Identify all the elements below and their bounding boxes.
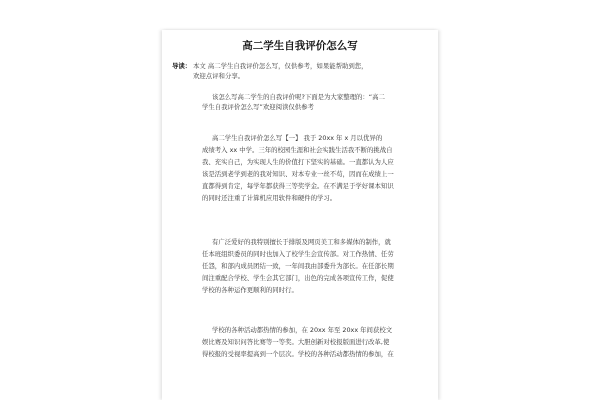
- paragraph-2-line: 学校的各种运作更顺利的同时行。: [202, 286, 298, 294]
- paragraph-1-line: 成绩考入 xx 中学。三年的校园生涯和社会实践生活我不断的挑战自: [202, 146, 393, 154]
- paragraph-1-line: 高二学生自我评价怎么写【一】 我于 20xx 年 x 月以优异的: [212, 134, 383, 142]
- paragraph-1-line: 直都得到肯定，每学年都获得三等奖学金。在不满足于学好课本知识: [202, 182, 394, 190]
- paragraph-1-line: 我、充实自己，为实现人生的价值打下坚实的基础。一直都认为人应: [202, 158, 394, 166]
- preface-line: 学生自我评价怎么写”欢迎阅读仅供参考: [202, 103, 314, 111]
- intro-line: 本文 高二学生自我评价怎么写，仅供参考，如果能帮助到您，: [193, 62, 368, 70]
- intro-lead-label: 导读：: [172, 62, 192, 70]
- preface-line: 该怎么写高二学生的自我评价呢?下面是为大家整理的：“高二: [212, 93, 385, 101]
- paragraph-3-line: 得校报的受视率提高到一个层次。学校的各种活动都热情的参加，在: [202, 350, 394, 358]
- paragraph-2-line: 间注重配合学校、学生会其它部门，出色的完成各项宣传工作，促使: [202, 274, 394, 282]
- paragraph-3-line: 娱比赛及知识问答比赛等一等奖。大胆创新对校报版面进行改革,使: [202, 338, 390, 346]
- intro-line: 欢迎点评和分享。: [193, 72, 245, 80]
- paragraph-1-line: 的同时还注重了计算机应用软件和硬件的学习。: [202, 194, 337, 202]
- paragraph-1-line: 该是活到老学到老的我对知识、对本专业一丝不苟，因而在成绩上一: [202, 170, 394, 178]
- document-page: [162, 30, 438, 400]
- paragraph-3-line: 学校的各种活动都热情的参加，在 20xx 年至 20xx 年间获校文: [212, 326, 393, 334]
- paragraph-2-line: 有广泛爱好的我特别擅长于排版及网页美工和多媒体的制作，就: [212, 238, 391, 246]
- paragraph-2-line: 任怨，和部内成员团结一致，一年间我由部委升为部长。在任部长期: [202, 262, 394, 270]
- document-title: 高二学生自我评价怎么写: [242, 40, 358, 52]
- paragraph-2-line: 任本班组织委员的同时也加入了校学生会宣传部。对工作热情、任劳: [202, 250, 394, 258]
